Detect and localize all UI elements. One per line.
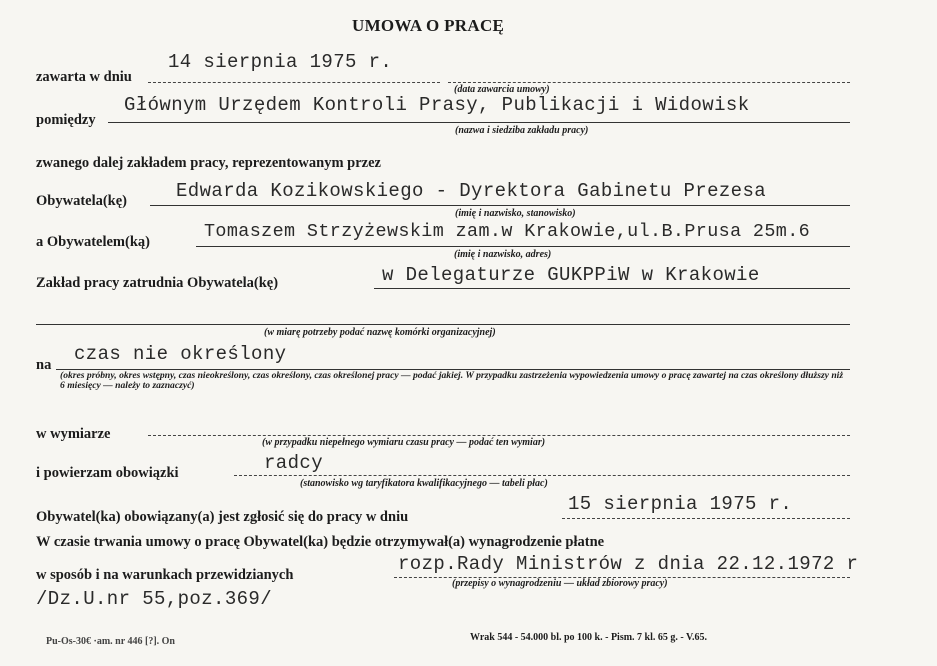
- label-called: zwanego dalej zakładem pracy, reprezentowanym przez: [36, 155, 381, 171]
- label-between: pomiędzy: [36, 112, 96, 128]
- document-title: UMOWA O PRACĘ: [352, 16, 505, 35]
- hint-between: (nazwa i siedziba zakładu pracy): [455, 125, 589, 136]
- hint-duties: (stanowisko wg taryfikatora kwalifikacyjnego — tabeli płac): [300, 478, 548, 489]
- hint-date: (data zawarcia umowy): [454, 84, 550, 95]
- line-date: [148, 82, 440, 83]
- label-workplace: Zakład pracy zatrudnia Obywatela(kę): [36, 275, 279, 291]
- value-manner: rozp.Rady Ministrów z dnia 22.12.1972 r: [398, 553, 859, 575]
- value-report: 15 sierpnia 1975 r.: [568, 493, 793, 515]
- value-employee: Tomaszem Strzyżewskim zam.w Krakowie,ul.B.Prusa 25m.6: [204, 221, 811, 242]
- value-duties: radcy: [264, 452, 324, 474]
- hint-employee: (imię i nazwisko, adres): [454, 249, 552, 260]
- line-scope: [148, 435, 850, 436]
- hint-workplace: (w miarę potrzeby podać nazwę komórki organizacyjnej): [264, 327, 496, 338]
- line-rep: [150, 205, 850, 206]
- label-salary: W czasie trwania umowy o pracę Obywatel(ka) będzie otrzymywał(a) wynagrodzenie płatne: [36, 534, 605, 550]
- label-manner: w sposób i na warunkach przewidzianych: [36, 567, 294, 583]
- value-rep: Edwarda Kozikowskiego - Dyrektora Gabinetu Prezesa: [176, 180, 767, 202]
- line-date-ext: [448, 82, 850, 83]
- hint-term: (okres próbny, okres wstępny, czas nieokreślony, czas określony, czas określonej pracy — podać jakiej. W przypadku zastrzeżenia wypowiedzenia umowy o pracę zawartej na czas określony dłuższy niż 6 miesięcy — należy to zaznaczyć): [60, 370, 844, 391]
- line-duties: [234, 475, 850, 476]
- line-employee: [196, 246, 850, 247]
- line-report: [562, 518, 850, 519]
- line-between: [108, 122, 850, 123]
- value-workplace: w Delegaturze GUKPPiW w Krakowie: [382, 264, 760, 286]
- footer-left: Pu-Os-30€ ·am. nr 446 [?]. On: [46, 636, 175, 647]
- label-date: zawarta w dniu: [36, 69, 132, 85]
- value-term: czas nie określony: [74, 343, 287, 365]
- line-workplace: [374, 288, 850, 289]
- value-between: Głównym Urzędem Kontroli Prasy, Publikacji i Widowisk: [124, 94, 750, 116]
- label-rep: Obywatela(kę): [36, 193, 128, 209]
- hint-rep: (imię i nazwisko, stanowisko): [455, 208, 576, 219]
- label-duties: i powierzam obowiązki: [36, 465, 179, 481]
- hint-manner: (przepisy o wynagrodzeniu — układ zbiorowy pracy): [452, 578, 668, 589]
- label-report: Obywatel(ka) obowiązany(a) jest zgłosić się do pracy w dniu: [36, 509, 409, 525]
- label-term: na: [36, 357, 52, 373]
- hint-scope: (w przypadku niepełnego wymiaru czasu pracy — podać ten wymiar): [262, 437, 546, 448]
- value-date: 14 sierpnia 1975 r.: [168, 51, 393, 73]
- footer-right: Wrak 544 - 54.000 bl. po 100 k. - Pism. 7 kl. 65 g. - V.65.: [470, 632, 707, 643]
- label-scope: w wymiarze: [36, 426, 111, 442]
- label-employee: a Obywatelem(ką): [36, 234, 150, 250]
- value-reference: /Dz.U.nr 55,poz.369/: [36, 588, 273, 610]
- line-workplace-2: [36, 324, 850, 325]
